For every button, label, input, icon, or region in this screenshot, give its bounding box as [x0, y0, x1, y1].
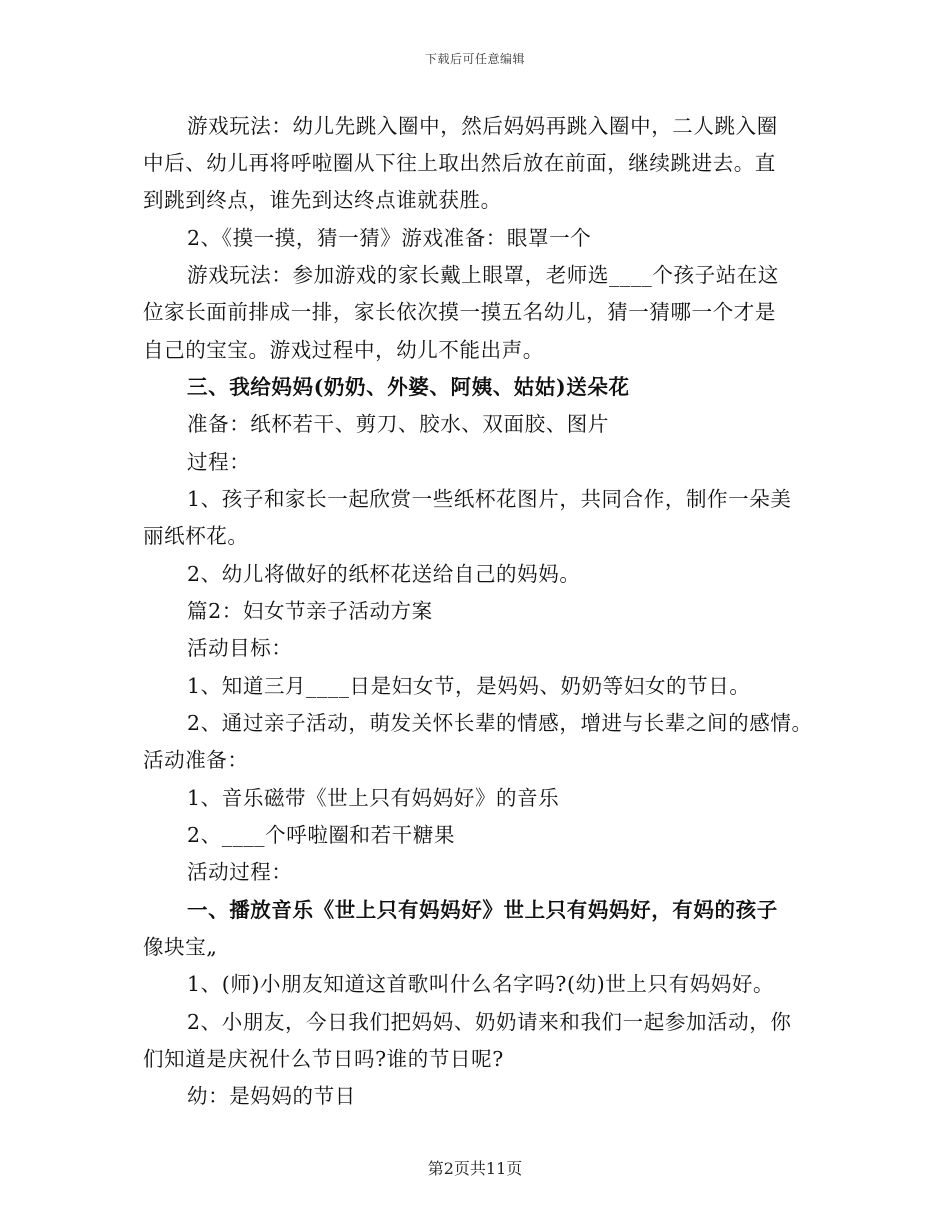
text-line: 到跳到终点，谁先到达终点谁就获胜。: [143, 188, 502, 212]
text-line: 2、《摸一摸，猜一猜》游戏准备：眼罩一个: [187, 226, 592, 250]
page-footer: 第2页共11页: [427, 1159, 523, 1178]
text-line: 像块宝„: [143, 935, 218, 959]
text-line: 2、小朋友，今日我们把妈妈、奶奶请来和我们一起参加活动，你: [187, 1010, 792, 1034]
text-line: 1、孩子和家长一起欣赏一些纸杯花图片，共同合作，制作一朵美: [187, 487, 792, 511]
text-line: 2、幼儿将做好的纸杯花送给自己的妈妈。: [187, 562, 581, 586]
text-line: 丽纸杯花。: [143, 524, 249, 548]
text-line: 过程：: [187, 450, 251, 474]
text-line: 1、(师)小朋友知道这首歌叫什么名字吗?(幼)世上只有妈妈好。: [187, 972, 775, 996]
text-line: 中后、幼儿再将呼啦圈从下往上取出然后放在前面，继续跳进去。直: [143, 151, 776, 175]
text-line: 一、播放音乐《世上只有妈妈好》世上只有妈妈好，有妈的孩子: [187, 898, 778, 922]
text-line: 篇2：妇女节亲子活动方案: [187, 599, 433, 623]
text-line: 1、知道三月____日是妇女节，是妈妈、奶奶等妇女的节日。: [187, 674, 751, 698]
text-line: 们知道是庆祝什么节日吗?谁的节日呢?: [143, 1047, 504, 1071]
text-line: 活动过程：: [187, 860, 293, 884]
text-line: 游戏玩法：幼儿先跳入圈中，然后妈妈再跳入圈中，二人跳入圈: [187, 114, 778, 138]
text-line: 位家长面前排成一排，家长依次摸一摸五名幼儿，猜一猜哪一个才是: [143, 300, 776, 324]
text-line: 准备：纸杯若干、剪刀、胶水、双面胶、图片: [187, 412, 609, 436]
text-line: 1、音乐磁带《世上只有妈妈好》的音乐: [187, 786, 560, 810]
text-line: 自己的宝宝。游戏过程中，幼儿不能出声。: [143, 338, 544, 362]
page-header: 下载后可任意编辑: [424, 52, 525, 66]
text-line: 游戏玩法：参加游戏的家长戴上眼罩，老师选____个孩子站在这: [187, 263, 779, 287]
text-line: 三、我给妈妈(奶奶、外婆、阿姨、姑姑)送朵花: [187, 375, 630, 399]
text-line: 活动目标：: [187, 636, 293, 660]
text-line: 2、通过亲子活动，萌发关怀长辈的情感，增进与长辈之间的感情。: [187, 711, 813, 735]
text-line: 幼：是妈妈的节日: [187, 1084, 356, 1108]
text-line: 2、____个呼啦圈和若干糖果: [187, 823, 456, 847]
text-line: 活动准备：: [143, 748, 249, 772]
